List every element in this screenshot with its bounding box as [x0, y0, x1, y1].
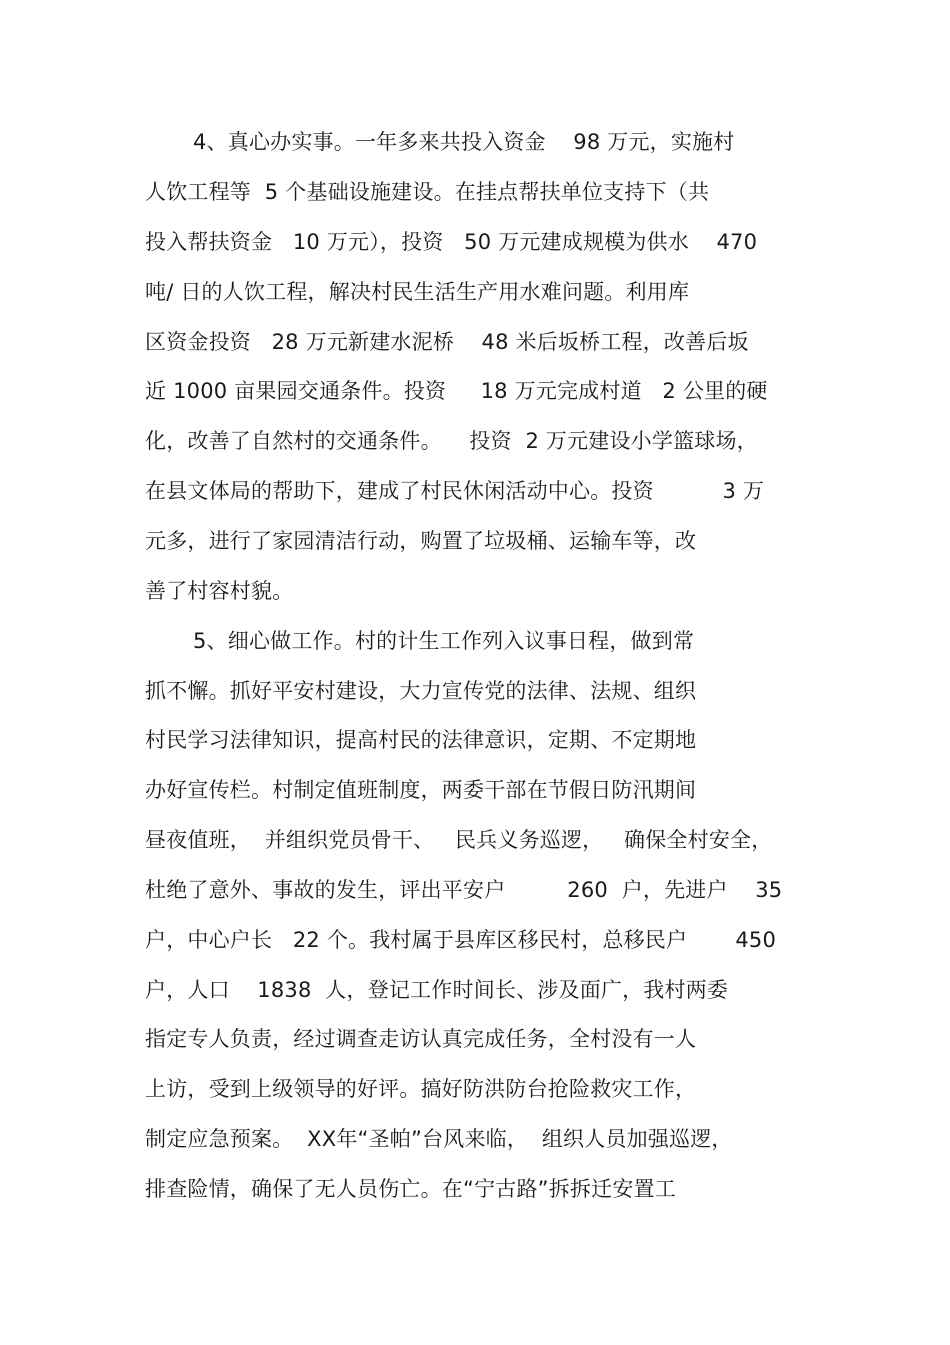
text-line: 4、真心办实事。一年多来共投入资金 98 万元，实施村	[193, 130, 735, 154]
text-line: 善了村容村貌。	[145, 579, 294, 603]
text-line: 昼夜值班， 并组织党员骨干、 民兵义务巡逻， 确保全村安全，	[145, 828, 773, 852]
text-line: 投入帮扶资金 10 万元），投资 50 万元建成规模为供水 470	[145, 230, 758, 254]
text-line: 户，中心户长 22 个。我村属于县库区移民村，总移民户 450	[145, 928, 777, 952]
text-line: 吨/ 日的人饮工程，解决村民生活生产用水难问题。利用库	[145, 280, 690, 304]
text-line: 在县文体局的帮助下，建成了村民休闲活动中心。投资 3 万	[145, 479, 765, 503]
text-line: 上访，受到上级领导的好评。搞好防洪防台抢险救灾工作，	[145, 1077, 697, 1101]
text-line: 人饮工程等 5 个基础设施建设。在挂点帮扶单位支持下（共	[145, 180, 710, 204]
text-line: 制定应急预案。 XX年“圣帕”台风来临， 组织人员加强巡逻，	[145, 1127, 733, 1151]
text-line: 化，改善了自然村的交通条件。 投资 2 万元建设小学篮球场，	[145, 429, 758, 453]
text-line: 抓不懈。抓好平安村建设，大力宣传党的法律、法规、组织	[145, 679, 697, 703]
text-line: 杜绝了意外、事故的发生，评出平安户 260 户，先进户 35	[145, 878, 783, 902]
text-line: 指定专人负责，经过调查走访认真完成任务，全村没有一人	[145, 1027, 697, 1051]
text-line: 5、细心做工作。村的计生工作列入议事日程，做到常	[193, 629, 695, 653]
text-line: 办好宣传栏。村制定值班制度，两委干部在节假日防汛期间	[145, 778, 697, 802]
text-line: 村民学习法律知识，提高村民的法律意识，定期、不定期地	[145, 728, 697, 752]
text-line: 元多，进行了家园清洁行动，购置了垃圾桶、运输车等，改	[145, 529, 697, 553]
text-line: 近 1000 亩果园交通条件。投资 18 万元完成村道 2 公里的硬	[145, 379, 768, 403]
text-line: 户，人口 1838 人，登记工作时间长、涉及面广，我村两委	[145, 978, 729, 1002]
text-line: 区资金投资 28 万元新建水泥桥 48 米后坂桥工程，改善后坂	[145, 330, 749, 354]
text-line: 排查险情，确保了无人员伤亡。在“宁古路”拆拆迁安置工	[145, 1177, 676, 1201]
